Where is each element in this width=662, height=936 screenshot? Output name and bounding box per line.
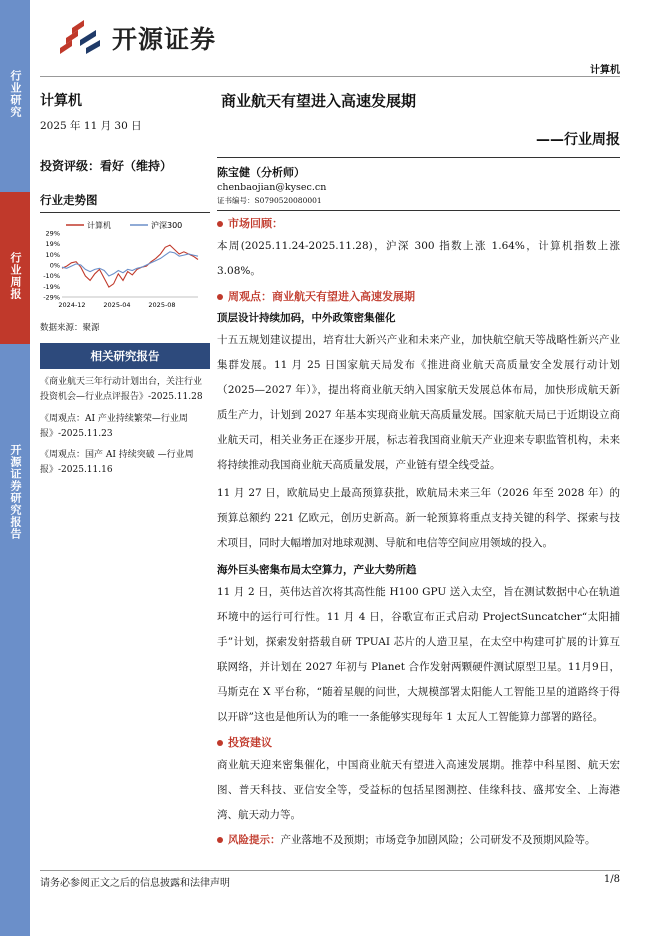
weekly-view-heading xyxy=(217,288,620,304)
x-axis-ticks xyxy=(58,301,175,309)
section-divider xyxy=(217,210,620,211)
risk-warning xyxy=(217,830,620,850)
trend-chart-title: 行业走势图 xyxy=(40,193,98,207)
sidebar-segment-research xyxy=(0,0,30,192)
chart-legend xyxy=(66,220,182,230)
sidebar-label-kysec: 开源证券研究报告 xyxy=(9,444,22,540)
series-line-hs300 xyxy=(62,252,198,276)
analyst-cert: 证书编号：S0790520080001 xyxy=(217,196,322,205)
footer-divider xyxy=(40,870,620,871)
related-report-3[interactable]: 《周观点：国产 AI 持续突破 —行业周报》-2025.11.16 xyxy=(40,450,194,476)
page-number: 1/8 xyxy=(603,874,620,885)
y-axis-ticks xyxy=(43,230,198,302)
chart-source: 数据来源：聚源 xyxy=(40,323,100,333)
investment-advice-heading xyxy=(217,734,620,750)
subheading-policy: 顶层设计持续加码，中外政策密集催化 xyxy=(217,312,396,324)
y-tick-label: 0% xyxy=(49,261,60,270)
logo-text: 开源证券 xyxy=(112,25,217,54)
legend-label-computer: 计算机 xyxy=(87,221,111,230)
company-logo xyxy=(56,18,216,58)
y-tick-label: -10% xyxy=(43,272,60,281)
investment-advice-text: 商业航天迎来密集催化，中国商业航天有望进入高速发展期。推荐中科星图、航天宏图、普天科技、亚信安全等，受益标的包括星图测控、佳缘科技、盛邦安全、上海港湾、航天动力等。 xyxy=(217,759,620,821)
report-title: 商业航天有望进入高速发展期 xyxy=(221,92,417,110)
analyst-divider xyxy=(217,157,620,158)
category-label: 计算机 xyxy=(590,65,620,76)
y-tick-label: -19% xyxy=(43,282,60,291)
x-tick-label: 2025-08 xyxy=(148,301,176,309)
investment-rating: 投资评级：看好（维持） xyxy=(40,159,173,173)
related-report-1[interactable]: 《商业航天三年行动计划出台，关注行业投资机会—行业点评报告》-2025.11.28 xyxy=(40,377,203,403)
left-column xyxy=(40,90,210,479)
investment-advice-label: 投资建议 xyxy=(228,736,272,749)
paragraph-space-compute: 11 月 2 日，英伟达首次将其高性能 H100 GPU 送入太空，旨在测试数据中心在轨道环境中的运行可行性。11 月 4 日，谷歌宣布正式启动 ProjectSuncatcher“太阳捕手”计划，探索发射搭载自研 TPUAI 芯片的人造卫星，在太空中构建可扩展的计算互联网络，并计划在 2027 年初与 Planet 合作发射两颗硬件测试原型卫星。11月9日，马斯克在 X 平台称，“随着星舰的问世，大规模部署太阳能人工智能卫星的道路终于得以开辟”这也是他所认为的唯一一条能够实现每年 1 太瓦人工智能算力部署的路径。 xyxy=(217,586,620,723)
chart-lines xyxy=(62,245,198,287)
market-review-label: 市场回顾： xyxy=(228,217,283,230)
subheading-space-compute: 海外巨头密集布局太空算力，产业大势所趋 xyxy=(217,564,417,576)
sidebar-label-research: 行业研究 xyxy=(9,70,22,118)
bullet-dot-icon xyxy=(217,221,223,227)
weekly-view-label: 周观点：商业航天有望进入高速发展期 xyxy=(228,290,415,303)
bullet-dot-icon xyxy=(217,837,223,843)
trend-divider xyxy=(40,212,210,213)
sidebar-segment-kysec xyxy=(0,344,30,936)
bullet-dot-icon xyxy=(217,294,223,300)
sector-title: 计算机 xyxy=(40,93,82,109)
market-review-heading xyxy=(217,215,620,231)
risk-label: 风险提示： xyxy=(228,834,281,846)
related-report-2[interactable]: 《周观点：AI 产业持续繁荣—行业周报》-2025.11.23 xyxy=(40,413,188,439)
legend-label-hs300: 沪深300 xyxy=(151,221,183,230)
sidebar xyxy=(0,0,30,936)
paragraph-esa: 11 月 27 日，欧航局史上最高预算获批，欧航局未来三年（2026 年至 2028 年）的预算总额约 221 亿欧元，创历史新高。新一轮预算将重点支持关键的科学、探索与技术项目，同时大幅增加对地球观测、导航和电信等空间应用领域的投入。 xyxy=(217,487,620,549)
logo-mark-icon xyxy=(56,18,104,58)
analyst-email[interactable]: chenbaojian@kysec.cn xyxy=(217,182,327,193)
report-date: 2025 年 11 月 30 日 xyxy=(40,120,142,132)
market-review-text: 本周(2025.11.24-2025.11.28)，沪深 300 指数上涨 1.64%，计算机指数上涨 3.08%。 xyxy=(217,240,620,277)
bullet-dot-icon xyxy=(217,740,223,746)
y-tick-label: -29% xyxy=(43,293,60,302)
x-tick-label: 2024-12 xyxy=(58,301,86,309)
y-tick-label: 29% xyxy=(45,229,60,238)
paragraph-policy: 十五五规划建议提出，培育壮大新兴产业和未来产业，加快航空航天等战略性新兴产业集群发展。11 月 25 日国家航天局发布《推进商业航天高质量安全发展行动计划（2025—2027 年）》，提出将商业航天纳入国家航天发展总体布局，加快形成航天新质生产力，计划到 2027 年基本实现商业航天高质量发展。国家航天局已于近期设立商业航天司，相关业务正在逐步开展，标志着我国商业航天产业迎来专职监管机构，未来将持续推动我国商业航天高质量发展，产业链有望全线受益。 xyxy=(217,334,620,471)
related-reports-header: 相关研究报告 xyxy=(40,343,210,369)
analyst-name: 陈宝健（分析师） xyxy=(217,166,305,179)
y-tick-label: 10% xyxy=(45,250,60,259)
trend-chart xyxy=(40,217,200,317)
right-column xyxy=(217,90,620,850)
sidebar-label-weekly: 行业周报 xyxy=(9,252,22,300)
report-subtitle: ——行业周报 xyxy=(536,132,620,148)
x-tick-label: 2025-04 xyxy=(103,301,131,309)
sidebar-segment-weekly xyxy=(0,192,30,344)
top-divider xyxy=(40,76,620,77)
y-tick-label: 19% xyxy=(45,240,60,249)
risk-text: 产业落地不及预期；市场竞争加剧风险；公司研发不及预期风险等。 xyxy=(280,834,596,846)
footer-disclaimer[interactable]: 请务必参阅正文之后的信息披露和法律声明 xyxy=(40,878,230,889)
